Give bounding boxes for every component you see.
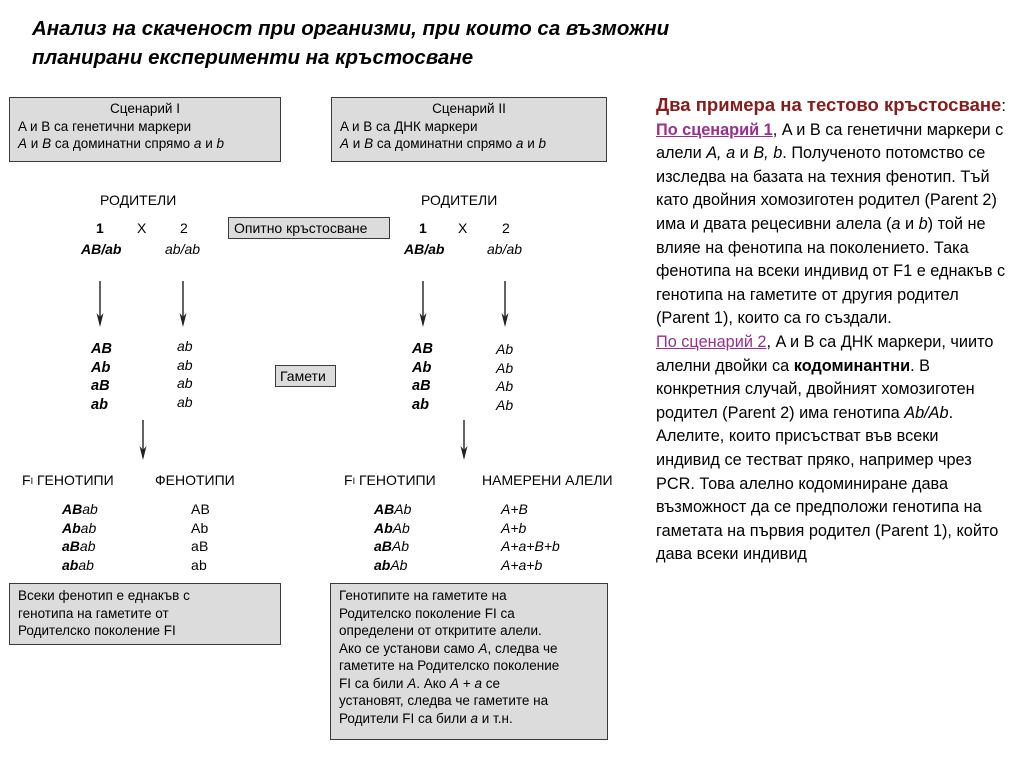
gamete: ab	[91, 396, 108, 413]
arrow-down-icon-left-1	[97, 281, 104, 327]
scenario-1-line-2: A и B са доминатни спрямо a и b	[18, 136, 224, 151]
phenotype: Ab	[191, 519, 209, 536]
arrow-down-icon-left-3	[140, 420, 147, 460]
scenario-1-heading: Сценарий I	[110, 101, 180, 116]
phenotype: ab	[191, 556, 207, 573]
gametes-label: Гамети	[275, 365, 336, 387]
allele-result: A+b	[501, 519, 527, 536]
scenario-2-heading: Сценарий II	[432, 101, 506, 116]
allele-result: A+B	[501, 501, 528, 517]
right-gametes-parent-2	[496, 340, 513, 414]
gamete: aB	[91, 378, 110, 394]
left-parent-1-genotype: AB/ab	[81, 241, 122, 257]
genotype-row: Abab	[62, 519, 97, 536]
gamete: ab	[177, 393, 193, 410]
left-phenotypes-header: ФЕНОТИПИ	[155, 472, 235, 488]
genotype-row: aBab	[62, 538, 96, 554]
gamete: AB	[412, 341, 433, 357]
explanation-text	[656, 92, 1006, 567]
gamete: ab	[177, 375, 193, 391]
right-parent-2-number: 2	[502, 220, 510, 236]
right-parent-2-genotype: ab/ab	[487, 241, 523, 257]
scenario-2-explanation: По сценарий 2, A и B са ДНК маркери, чиито алелни двойки са кодоминантни. В конкретния случай, двойният хомозиготен родител (Parent 2) има генотипа Ab/Ab. Алелите, които присъстват във всеки индивид се тестват пряко, например чрез PCR. Това алелно кодоминиране дава възможност да се предположи генотипа на гаметата на първия родител (Parent 1), който дава всеки индивид	[656, 332, 999, 564]
gamete: ab	[177, 356, 193, 373]
arrow-down-icon-left-2	[180, 281, 187, 327]
right-cross-symbol: X	[458, 220, 468, 236]
right-gametes-parent-1	[412, 340, 433, 414]
title-line-1: Анализ на скаченост при организми, при които са възможни	[32, 17, 670, 40]
left-f1-genotypes-header: FI ГЕНОТИПИ	[22, 472, 114, 488]
left-f1-phenotypes	[191, 500, 210, 574]
test-cross-label: Опитно кръстосване	[228, 217, 390, 239]
genotype-row: abAb	[374, 556, 408, 573]
right-note-line: гаметите на Родителско поколение	[339, 658, 560, 673]
left-gametes-parent-2	[177, 337, 193, 411]
arrow-down-icon-right-2	[502, 281, 509, 327]
scenario-2-line-2: A и B са доминатни спрямо a и b	[340, 136, 546, 151]
scenario-1-line-1: A и B са генетични маркери	[18, 118, 192, 134]
arrow-down-icon-right-1	[420, 281, 427, 327]
gamete: ab	[412, 396, 429, 413]
left-gametes-parent-1	[91, 340, 112, 414]
genotype-row: AbAb	[374, 519, 410, 536]
right-parent-1-number: 1	[419, 220, 427, 236]
right-f1-genotypes	[374, 500, 411, 574]
gamete: AB	[91, 341, 112, 357]
left-parents-label: РОДИТЕЛИ	[100, 192, 177, 208]
right-parent-1-genotype: AB/ab	[404, 241, 445, 257]
gamete: Ab	[412, 359, 432, 376]
explanation-heading: Два примера на тестово кръстосване:	[656, 94, 1006, 115]
gamete: Ab	[91, 359, 111, 376]
right-note-line: Родители FI са били a и т.н.	[339, 710, 513, 726]
gamete: aB	[412, 378, 431, 394]
left-parent-1-number: 1	[96, 220, 104, 236]
right-note-line: FI са били A. Ако A + a се	[339, 675, 500, 691]
gamete: ab	[177, 338, 193, 354]
left-note-line: генотипа на гаметите от	[18, 605, 169, 621]
right-note-box	[330, 583, 608, 740]
left-cross-symbol: X	[137, 220, 147, 236]
left-note-box	[9, 583, 281, 645]
genotype-row: ABAb	[374, 501, 412, 517]
right-parents-label: РОДИТЕЛИ	[421, 192, 498, 208]
scenario-2-line-1: A и B са ДНК маркери	[340, 118, 478, 134]
gamete: Ab	[496, 396, 514, 413]
scenario-2-link[interactable]: По сценарий 2	[656, 332, 767, 351]
phenotype: aB	[191, 538, 209, 554]
genotype-row: abab	[62, 556, 94, 573]
scenario-1-link[interactable]: По сценарий 1	[656, 120, 773, 139]
right-note-line: Генотипите на гаметите на	[339, 588, 507, 603]
genotype-row: aBAb	[374, 538, 410, 554]
scenario-1-explanation: По сценарий 1, A и B са генетични маркери с алели A, a и B, b. Полученото потомство се изследва на базата на техния фенотип. Тъй като двойния хомозиготен родител (Parent 2) има и двата рецесивни алела (a и b) той не влияе на фенотипа на поколението. Така фенотипа на всеки индивид от F1 е еднакъв с генотипа на гаметите от другия родител (Parent 1), които са го създали.	[656, 120, 1006, 328]
right-found-alleles-header: НАМЕРЕНИ АЛЕЛИ	[482, 472, 613, 488]
allele-result: A+a+b	[501, 556, 543, 573]
right-note-line: Ако се установи само A, следва че	[339, 640, 558, 656]
left-note-line: Всеки фенотип е еднакъв с	[18, 588, 190, 603]
left-f1-genotypes	[62, 500, 98, 574]
genotype-row: ABab	[62, 501, 98, 517]
left-parent-2-number: 2	[180, 220, 188, 236]
right-note-line: установят, следва че гаметите на	[339, 693, 549, 708]
right-f1-genotypes-header: FI ГЕНОТИПИ	[344, 472, 436, 488]
left-note-line: Родителско поколение FI	[18, 623, 176, 638]
right-note-line: определени от откритите алели.	[339, 623, 542, 638]
left-parent-2-genotype: ab/ab	[165, 241, 201, 257]
gamete: Ab	[496, 341, 514, 357]
arrow-down-icon-right-3	[461, 420, 468, 460]
right-found-alleles	[501, 500, 560, 574]
allele-result: A+a+B+b	[501, 538, 560, 554]
right-note-line: Родителско поколение FI са	[339, 605, 515, 621]
gamete: Ab	[496, 378, 514, 394]
title-line-2: планирани експерименти на кръстосване	[32, 46, 474, 69]
gamete: Ab	[496, 359, 514, 376]
phenotype: AB	[191, 501, 211, 517]
